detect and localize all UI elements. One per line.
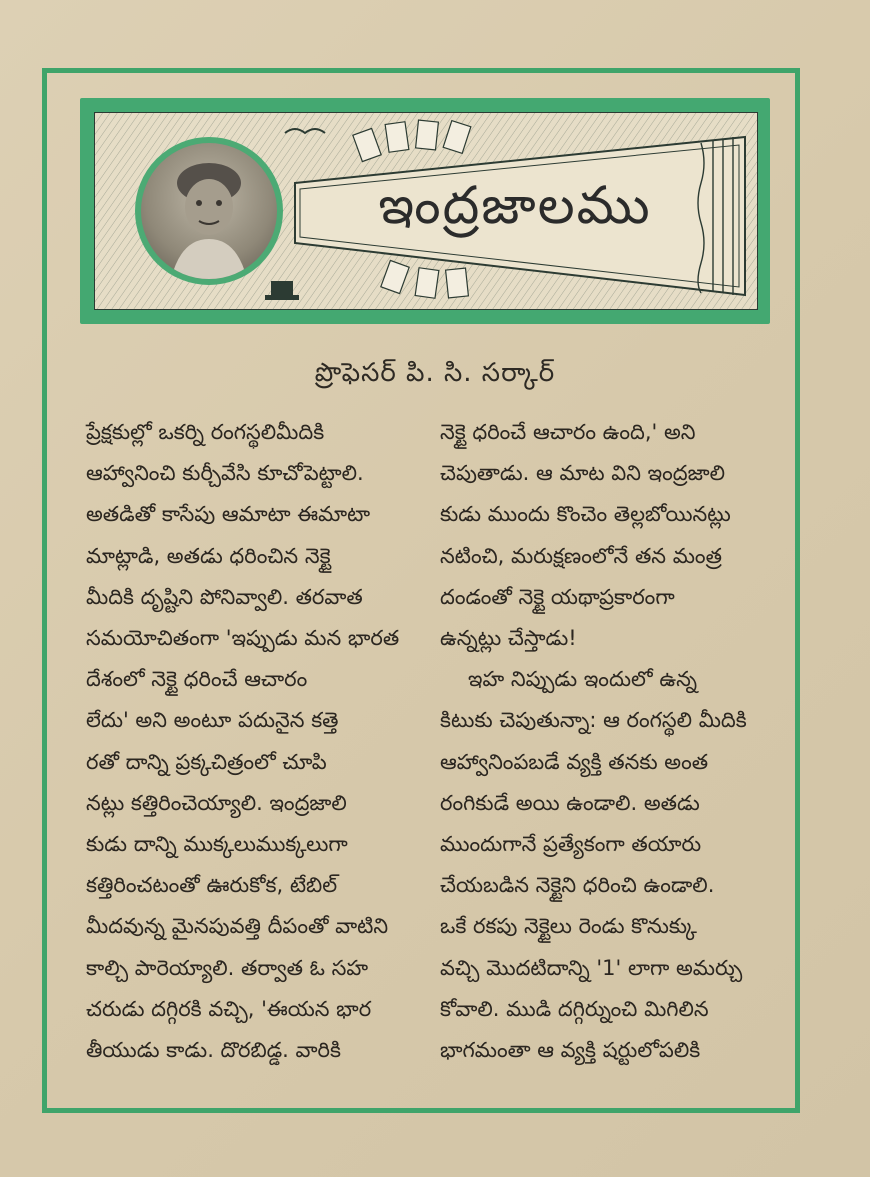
text-line: నెక్టై ధరించే ఆచారం ఉంది,' అని bbox=[440, 420, 696, 444]
text-line: ప్రేక్షకుల్లో ఒకర్ని రంగస్థలిమీదికి bbox=[86, 420, 325, 444]
author-byline: ప్రొఫెసర్ పి. సి. సర్కార్ bbox=[314, 358, 556, 388]
text-line: దేశంలో నెక్టై ధరించే ఆచారం bbox=[86, 667, 308, 692]
text-line: రంగికుడే అయి ఉండాలి. అతడు bbox=[440, 790, 700, 815]
text-line: రతో దాన్ని ప్రక్కచిత్రంలో చూపి bbox=[86, 749, 327, 774]
text-line: కోవాలి. ముడి దగ్గిర్నుంచి మిగిలిన bbox=[440, 996, 709, 1021]
text-line: చెపుతాడు. ఆ మాట విని ఇంద్రజాలి bbox=[440, 461, 725, 486]
page-title: ఇంద్రజాలము bbox=[378, 175, 652, 236]
text-line: కత్తిరించటంతో ఊరుకోక, టేబిల్ bbox=[86, 873, 338, 898]
text-line: సమయోచితంగా 'ఇప్పుడు మన భారత bbox=[86, 626, 400, 651]
text-line: కిటుకు చెపుతున్నా: ఆ రంగస్థలి మీదికి bbox=[440, 708, 747, 733]
text-line: అతడితో కాసేపు ఆమాటా ఈమాటా bbox=[86, 502, 371, 527]
text-line: మాట్లాడి, అతడు ధరించిన నెక్టై bbox=[86, 543, 331, 568]
right-column bbox=[440, 412, 790, 1071]
text-line: నటించి, మరుక్షణంలోనే తన మంత్ర bbox=[440, 543, 722, 568]
text-line: తీయుడు కాడు. దొరబిడ్డ. వారికి bbox=[86, 1038, 341, 1063]
title-banner bbox=[80, 98, 770, 324]
banner-illustration bbox=[94, 112, 758, 310]
person-icon bbox=[141, 143, 277, 279]
text-line: మీదికి దృష్టిని పోనివ్వాలి. తరవాత bbox=[86, 584, 363, 609]
text-line: వచ్చి మొదటిదాన్ని '1' లాగా అమర్చు bbox=[440, 955, 743, 980]
text-line: కుడు ముందు కొంచెం తెల్లబోయినట్లు bbox=[440, 502, 731, 527]
text-line: దండంతో నెక్టై యథాప్రకారంగా bbox=[440, 584, 675, 609]
text-line: ఆహ్వానింపబడే వ్యక్తి తనకు అంత bbox=[440, 749, 709, 774]
text-line: కాల్చి పారెయ్యాలి. తర్వాత ఓ సహ bbox=[86, 955, 369, 980]
text-line: చరుడు దగ్గిరకి వచ్చి, 'ఈయన భార bbox=[86, 996, 372, 1021]
left-column bbox=[86, 412, 436, 1071]
text-line: ఇహ నిప్పుడు ఇందులో ఉన్న bbox=[468, 667, 698, 692]
text-line: ఒకే రకపు నెక్టైలు రెండు కొనుక్కు bbox=[440, 914, 697, 939]
text-line: మీదవున్న మైనపువత్తి దీపంతో వాటిని bbox=[86, 914, 389, 939]
text-line: లేదు' అని అంటూ పదునైన కత్తె bbox=[86, 708, 339, 733]
text-line: నట్లు కత్తిరించెయ్యాలి. ఇంద్రజాలి bbox=[86, 790, 347, 815]
portrait-photo bbox=[135, 137, 283, 285]
text-line: భాగమంతా ఆ వ్యక్తి షర్టులోపలికి bbox=[440, 1038, 701, 1063]
text-line: ఉన్నట్లు చేస్తాడు! bbox=[440, 626, 577, 651]
text-line: ముందుగానే ప్రత్యేకంగా తయారు bbox=[440, 832, 702, 857]
text-line: ఆహ్వానించి కుర్చీవేసి కూచోపెట్టాలి. bbox=[86, 461, 364, 486]
text-line: కుడు దాన్ని ముక్కలుముక్కలుగా bbox=[86, 832, 348, 857]
text-line: చేయబడిన నెక్టైని ధరించి ఉండాలి. bbox=[440, 873, 715, 898]
